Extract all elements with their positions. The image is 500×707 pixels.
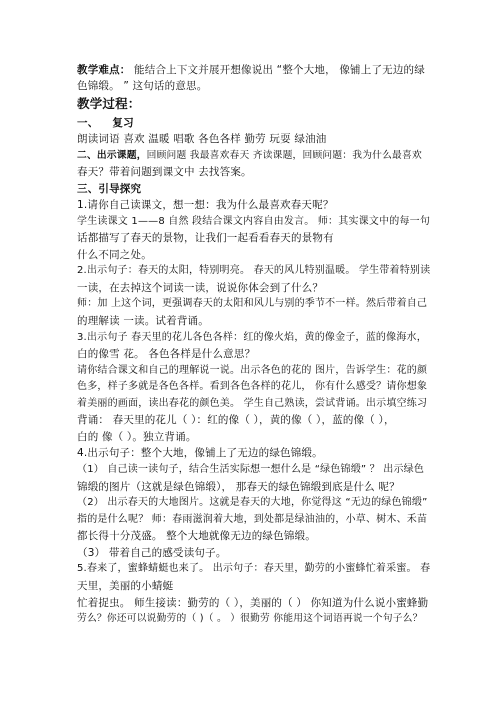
body-line: 5.春来了，蜜蜂蜻蜓也来了。 出示句子：春天里，勤劳的小蜜蜂忙着采蜜。 春 [77,563,431,574]
body-line: 指的是什么呢？ 师：春雨滋润着大地，到处都是绿油油的，小草、树木、禾苗 [77,514,428,525]
body-line: 都长得十分茂盛。 整个大地就像无边的绿色锦缎。 [77,530,316,542]
body-line: 天里，美丽的小蜻蜓 [77,580,174,592]
body-line: 白的像雪 花。 各色各样是什么意思？ [77,348,256,360]
body-line: 背诵： 春天里的花儿（ ）：红的像（ ），黄的像（ ），蓝的像（ ）， [77,414,395,426]
body-line: 学生读课文 1——8 自然 段结合课文内容自由发言。 师：其实课文中的每一句 [77,216,431,227]
difficulty-line-1: 教学难点： 能结合上下文并展开想像说出 “整个大地， 像铺上了无边的绿 [77,64,425,76]
difficulty-line-2: 色锦缎。 ” 这句话的意思。 [77,80,208,92]
body-line: （3） 带着自己的感受读句子。 [77,547,227,559]
section-three-heading: 三、引导探究 [77,183,142,195]
section-two-line-2: 春天？带着问题到课文中 去找答案。 [77,166,252,178]
body-line: 4.出示句子：整个大地，像铺上了无边的绿色锦缎。 [77,447,323,459]
body-line: 锦缎的图片（这就是绿色锦缎）， 那春天的绿色锦缎到底是什么 呢？ [77,481,400,493]
section-two-label: 二、出示课题， [77,150,147,161]
body-line: 2.出示句子：春天的太阳，特别明亮。 春天的风儿特别温暖。 学生带着特别读 [77,265,431,276]
body-line: 着美丽的画面，读出春花的颜色美。 学生自己熟读，尝试背诵。出示填空练习 [77,398,428,409]
body-line: 1.请你自己读课文，想一想：我为什么最喜欢春天呢？ [77,199,334,211]
body-line: 劳么？你还可以说勤劳的（ )（ 。 ）很勤劳 你能用这个词语再说一个句子么？ [77,613,423,624]
body-line: 白的 像（ ）。独立背诵。 [77,431,197,443]
body-line: （2） 出示春天的大地图片。这就是春天的大地，你觉得这 “无边的绿色锦缎” [77,497,428,508]
body-line: （1） 自己读一读句子，结合生活实际想一想什么是 “绿色锦缎” ？ 出示绿色 [77,464,425,475]
body-line: 请你结合课文和自己的理解说一说。出示各色的花的 图片，告诉学生：花的颜 [77,365,428,376]
process-heading: 教学过程： [77,96,141,111]
difficulty-label: 教学难点： [77,64,131,76]
body-line: 师：加 上这个词，更强调春天的太阳和风儿与别的季节不一样。然后带着自己 [77,298,428,309]
body-line: 的理解读 一读。试着背诵。 [77,315,209,327]
section-one-heading: 一、 复习 [77,117,134,129]
section-two-line-1: 二、出示课题，回顾问题 我最喜欢春天 齐读课题，回顾问题：我为什么最喜欢 [77,150,422,161]
body-line: 话都描写了春天的景物，让我们一起看看春天的景物有 [77,232,334,244]
body-line: 一读，在去掉这个词读一读，说说你体会到了什么？ [77,282,324,294]
body-line: 色多，样子多就是各色各样。看到各色各样的花儿， 你有什么感受？请你想象 [77,381,428,392]
vocab-line: 朗读词语 喜欢 温暖 唱歌 各色各样 勤劳 玩耍 绿油油 [77,133,327,145]
body-line: 什么不同之处。 [77,249,152,261]
body-line: 忙着捉虫。 师生接读：勤劳的（ ），美丽的（ ） 你知道为什么说小蜜蜂勤 [77,597,429,609]
body-line: 3.出示句子 春天里的花儿各色各样：红的像火焰，黄的像金子，蓝的像海水， [77,332,427,343]
